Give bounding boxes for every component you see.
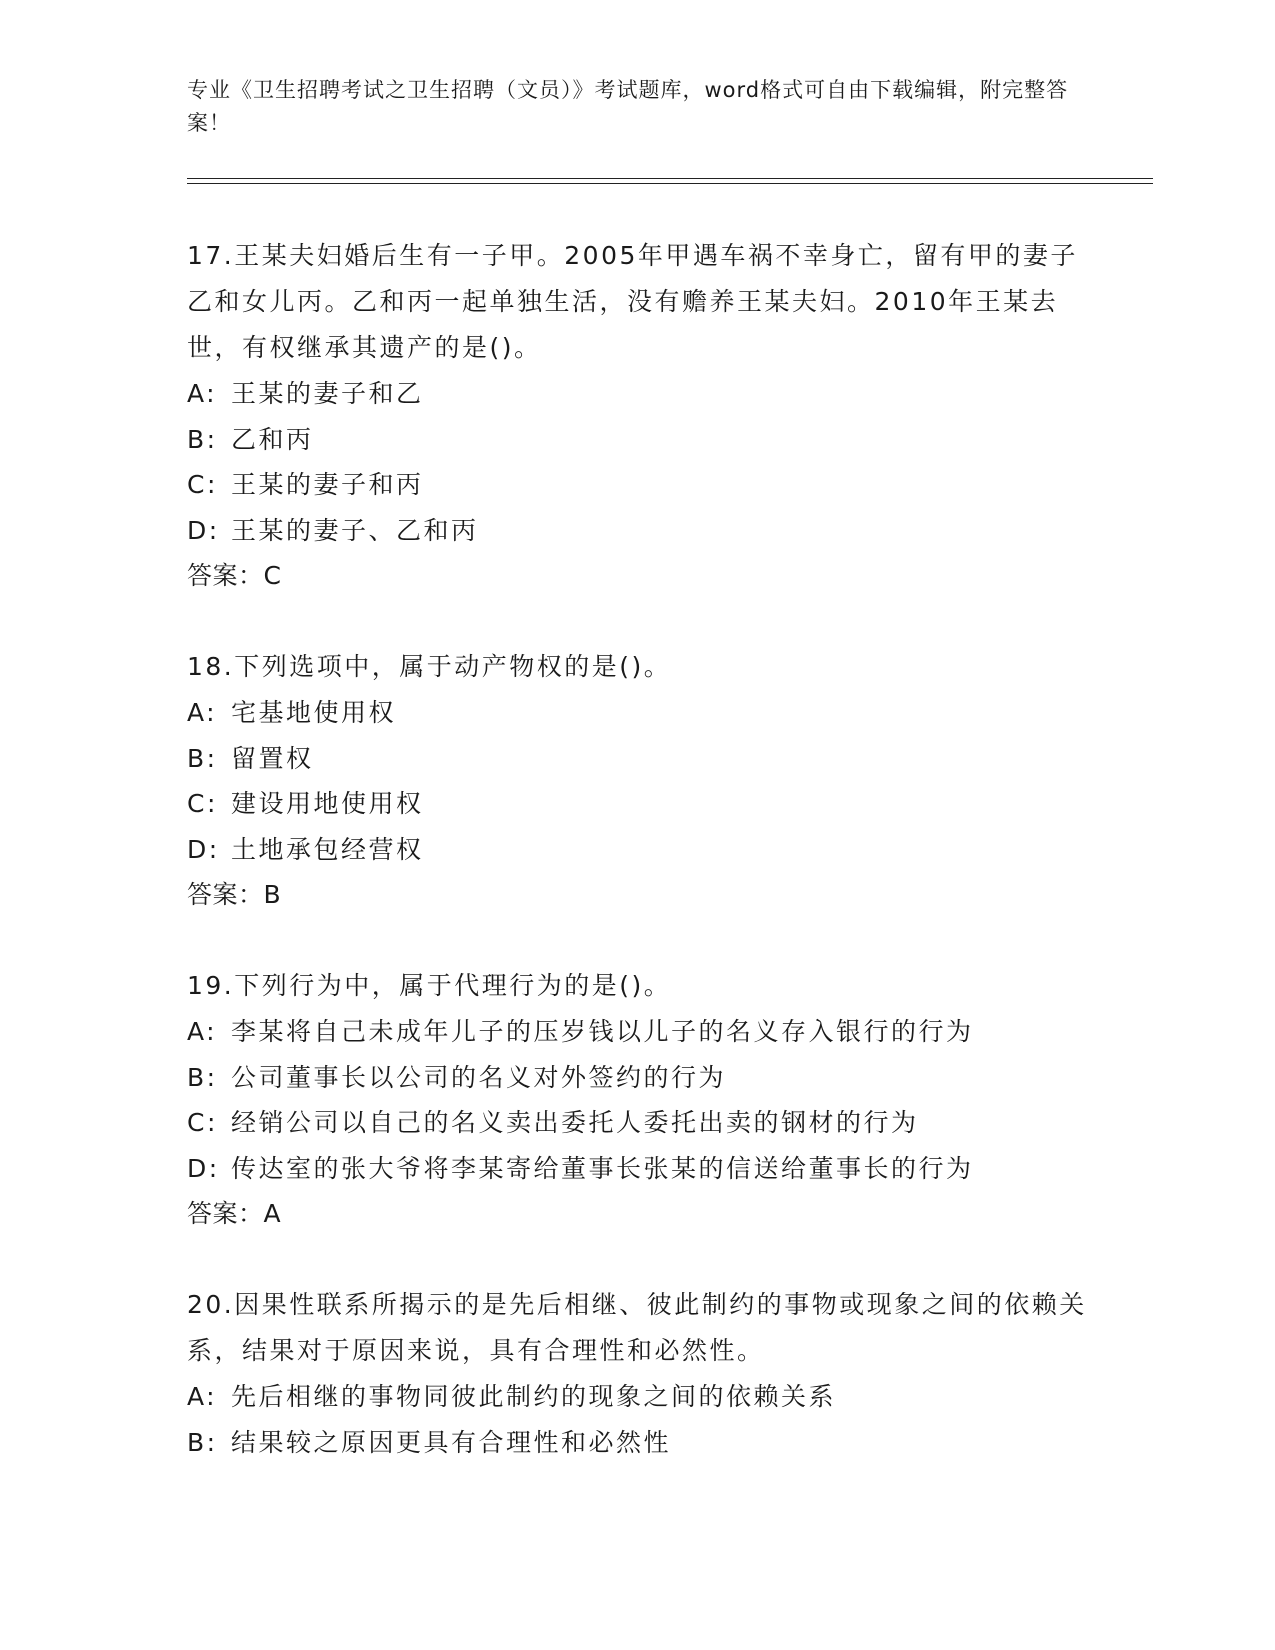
option-text: 土地承包经营权 [231,834,424,864]
option-a [187,1374,1087,1420]
option-b [187,736,1087,782]
option-d [187,1146,1087,1192]
option-letter: B: [187,743,218,773]
option-letter: A: [187,698,218,727]
option-text: 先后相继的事物同彼此制约的现象之间的依赖关系 [231,1382,837,1411]
option-text: 王某的妻子和乙 [231,379,424,408]
question-stem: 20.因果性联系所揭示的是先后相继、彼此制约的事物或现象之间的依赖关系，结果对于原因来说，具有合理性和必然性。 [187,1290,1087,1365]
option-d [187,508,1087,554]
option-c [187,1100,1087,1146]
option-a [187,690,1087,736]
option-text: 宅基地使用权 [231,698,397,727]
option-text: 乙和丙 [231,424,314,454]
option-b [187,417,1087,463]
question-stem: 19.下列行为中，属于代理行为的是()。 [187,971,672,1000]
option-text: 李某将自己未成年儿子的压岁钱以儿子的名义存入银行的行为 [231,1017,974,1046]
option-text: 传达室的张大爷将李某寄给董事长张某的信送给董事长的行为 [231,1153,974,1183]
header-divider-top [187,178,1153,179]
option-c [187,781,1087,827]
option-text: 结果较之原因更具有合理性和必然性 [231,1427,672,1457]
option-letter: B: [187,424,218,454]
option-letter: D: [187,515,220,545]
option-text: 公司董事长以公司的名义对外签约的行为 [231,1062,727,1092]
option-letter: D: [187,834,220,864]
answer-line: 答案：A [187,1199,282,1228]
option-letter: B: [187,1062,218,1092]
option-c [187,462,1087,508]
option-text: 王某的妻子和丙 [231,470,424,499]
option-letter: C: [187,789,218,818]
option-text: 王某的妻子、乙和丙 [231,515,479,545]
answer-line: 答案：B [187,880,282,909]
question-18 [187,644,1087,917]
option-letter: A: [187,1382,218,1411]
option-b [187,1055,1087,1101]
option-a [187,371,1087,417]
option-text: 留置权 [231,743,314,773]
option-b [187,1420,1087,1466]
option-d [187,827,1087,873]
document-header: 专业《卫生招聘考试之卫生招聘（文员）》考试题库，word格式可自由下载编辑，附完整答案！ [187,78,1069,135]
question-list [187,233,1087,1511]
option-letter: A: [187,379,218,408]
option-a [187,1009,1087,1055]
question-stem: 18.下列选项中，属于动产物权的是()。 [187,652,672,681]
question-20 [187,1282,1087,1465]
option-text: 建设用地使用权 [231,789,424,818]
header-divider-bottom [187,183,1153,184]
option-letter: B: [187,1427,218,1457]
question-17 [187,233,1087,598]
option-letter: C: [187,1108,218,1137]
question-19 [187,963,1087,1236]
option-letter: D: [187,1153,220,1183]
option-letter: C: [187,470,218,499]
option-letter: A: [187,1017,218,1046]
answer-line: 答案：C [187,561,282,590]
question-stem: 17.王某夫妇婚后生有一子甲。2005年甲遇车祸不幸身亡，留有甲的妻子乙和女儿丙。乙和丙一起单独生活，没有赡养王某夫妇。2010年王某去世，有权继承其遗产的是()。 [187,241,1078,362]
option-text: 经销公司以自己的名义卖出委托人委托出卖的钢材的行为 [231,1108,919,1137]
